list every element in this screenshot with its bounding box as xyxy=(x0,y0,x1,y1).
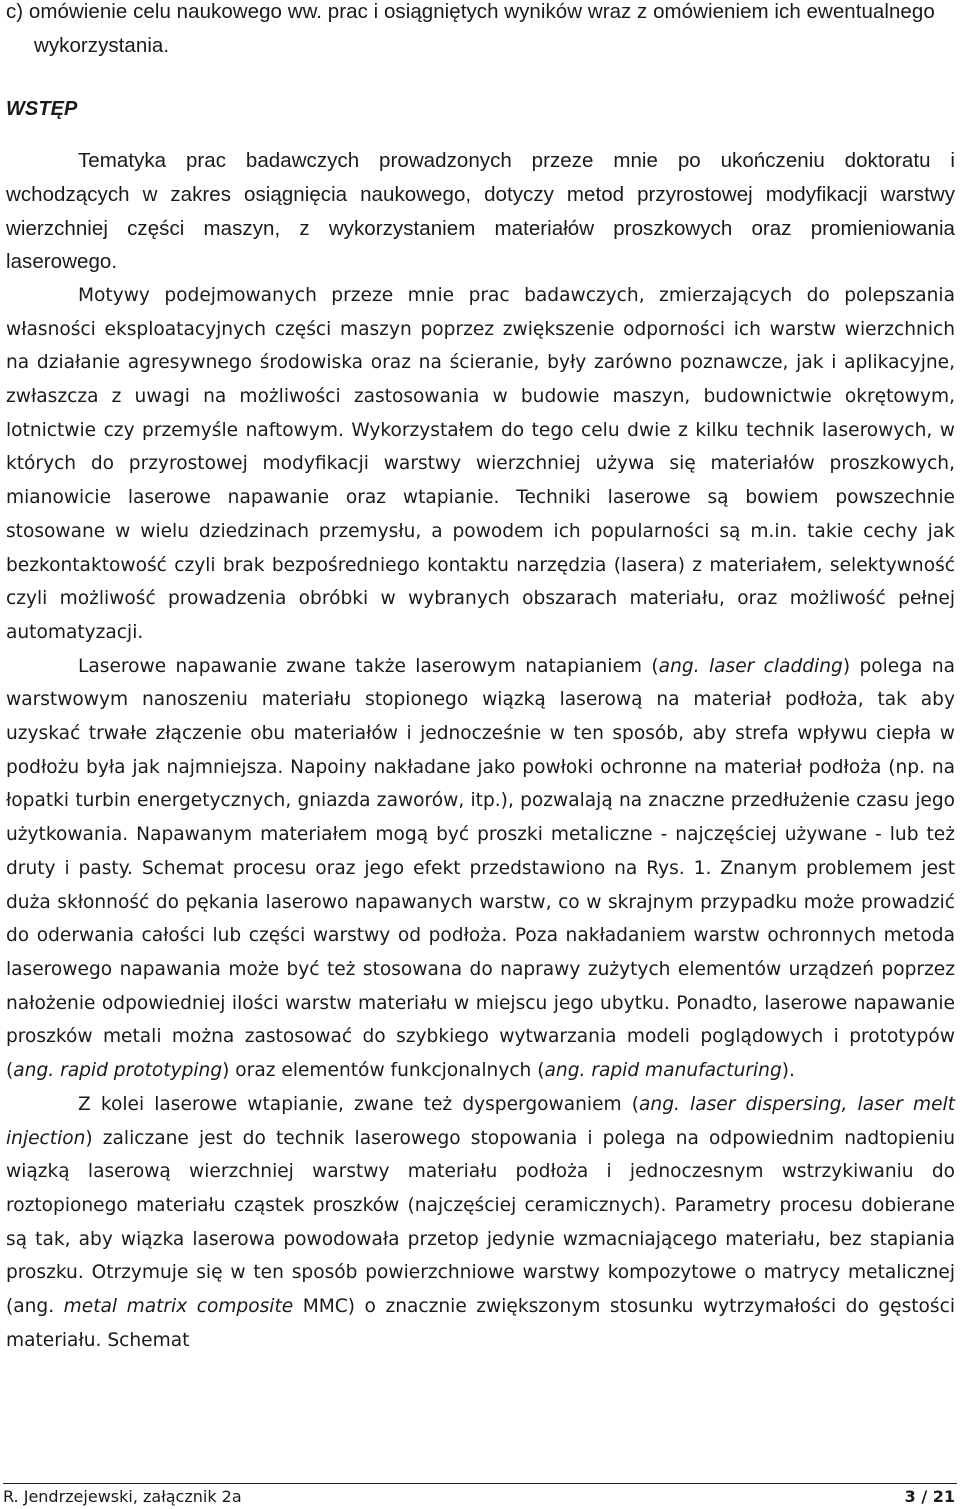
english-term: metal matrix composite xyxy=(63,1296,294,1318)
footer-author: R. Jendrzejewski, załącznik 2a xyxy=(3,1487,242,1506)
text-run: MMC) o znacznie zwiększonym stosunku wytrzymałości do gęstości materiału. Schemat xyxy=(6,1296,956,1351)
text-run: ) zaliczane jest do technik laserowego stopowania i polega na odpowiednim nadtopieniu wiązką laserową wierzchniej warstwy materiału podłoża i jednoczesnym wstrzykiwaniu do roztopionego materiału cząstek proszków (najczęściej ceramicznych). Parametry procesu dobierane są tak, aby wiązka laserowa powodowała przetop jedynie wzmacniającego materiału, bez stapiania proszku. Otrzymuje się w ten sposób powierzchniowe warstwy kompozytowe o matrycy metalicznej (ang. xyxy=(6,1127,955,1318)
page-number: 3 / 21 xyxy=(904,1487,955,1506)
english-term: ang. laser cladding xyxy=(658,655,843,677)
text-run: Laserowe napawanie zwane także laserowym natapianiem ( xyxy=(78,655,659,677)
intro-paragraph: Tematyka prac badawczych prowadzonych przeze mnie po ukończeniu doktoratu i wchodzących w zakres osiągnięcia naukowego, dotyczy metod przyrostowej modyfikacji warstwy wierzchniej części maszyn, z wykorzystaniem materiałów proszkowych oraz promieniowania laserowego. xyxy=(6,149,955,274)
english-term: ang. rapid manufacturing xyxy=(544,1060,782,1082)
section-heading: c) omówienie celu naukowego ww. prac i osiągniętych wyników wraz z omówieniem ich ewentualnego wykorzystania. xyxy=(6,0,935,57)
text-run: ) oraz elementów funkcjonalnych ( xyxy=(222,1060,545,1082)
page-footer xyxy=(3,1488,955,1506)
paragraph-motives: Motywy podejmowanych przeze mnie prac badawczych, zmierzających do polepszania własności eksploatacyjnych części maszyn poprzez zwiększenie odporności ich warstw wierzchnich na działanie agresywnego środowiska oraz na ścieranie, były zarówno poznawcze, jak i aplikacyjne, zwłaszcza z uwagi na możliwości zastosowania w budowie maszyn, budownictwie okrętowym, lotnictwie czy przemyśle naftowym. Wykorzystałem do tego celu dwie z kilku technik laserowych, w których do przyrostowej modyfikacji warstwy wierzchniej używa się materiałów proszkowych, mianowicie laserowe napawanie oraz wtapianie. Techniki laserowe są bowiem powszechnie stosowane w wielu dziedzinach przemysłu, a powodem ich popularności są m.in. takie cechy jak bezkontaktowość czyli brak bezpośredniego kontaktu narzędzia (lasera) z materiałem, selektywność czyli możliwość prowadzenia obróbki w wybranych obszarach materiału, oraz możliwość pełnej automatyzacji. xyxy=(6,284,955,643)
subheading-wstep: WSTĘP xyxy=(6,98,78,121)
text-run: ). xyxy=(781,1060,795,1082)
english-term: ang. laser dispersing, laser melt injection xyxy=(6,1093,955,1149)
paragraph-laser-cladding xyxy=(6,650,955,1088)
body-text xyxy=(6,279,955,1358)
footer-divider xyxy=(3,1483,957,1484)
paragraph-laser-dispersing xyxy=(6,1088,955,1358)
english-term: ang. rapid prototyping xyxy=(13,1060,223,1082)
text-run: ) polega na warstwowym nanoszeniu materiału stopionego wiązką laserową na materiał podłoża, tak aby uzyskać trwałe złączenie obu materiałów i jednocześnie w ten sposób, aby strefa wpływu ciepła w podłożu była jak najmniejsza. Napoiny nakładane jako powłoki ochronne na materiał podłoża (np. na łopatki turbin energetycznych, gniazda zaworów, itp.), pozwalają na znaczne przedłużenie czasu jego użytkowania. Napawanym materiałem mogą być proszki metaliczne - najczęściej używane - lub też druty i pasty. Schemat procesu oraz jego efekt przedstawiono na Rys. 1. Znanym problemem jest duża skłonność do pękania laserowo napawanych warstw, co w skrajnym przypadku może prowadzić do oderwania całości lub części warstwy od podłoża. Poza nakładaniem warstw ochronnych metoda laserowego napawania może być też stosowana do naprawy zużytych elementów urządzeń poprzez nałożenie odpowiedniej ilości warstw materiału w miejscu jego ubytku. Ponadto, laserowe napawanie proszków metali można zastosować do szybkiego wytwarzania modeli poglądowych i prototypów ( xyxy=(6,655,955,1082)
text-run: Z kolei laserowe wtapianie, zwane też dyspergowaniem ( xyxy=(78,1093,640,1115)
